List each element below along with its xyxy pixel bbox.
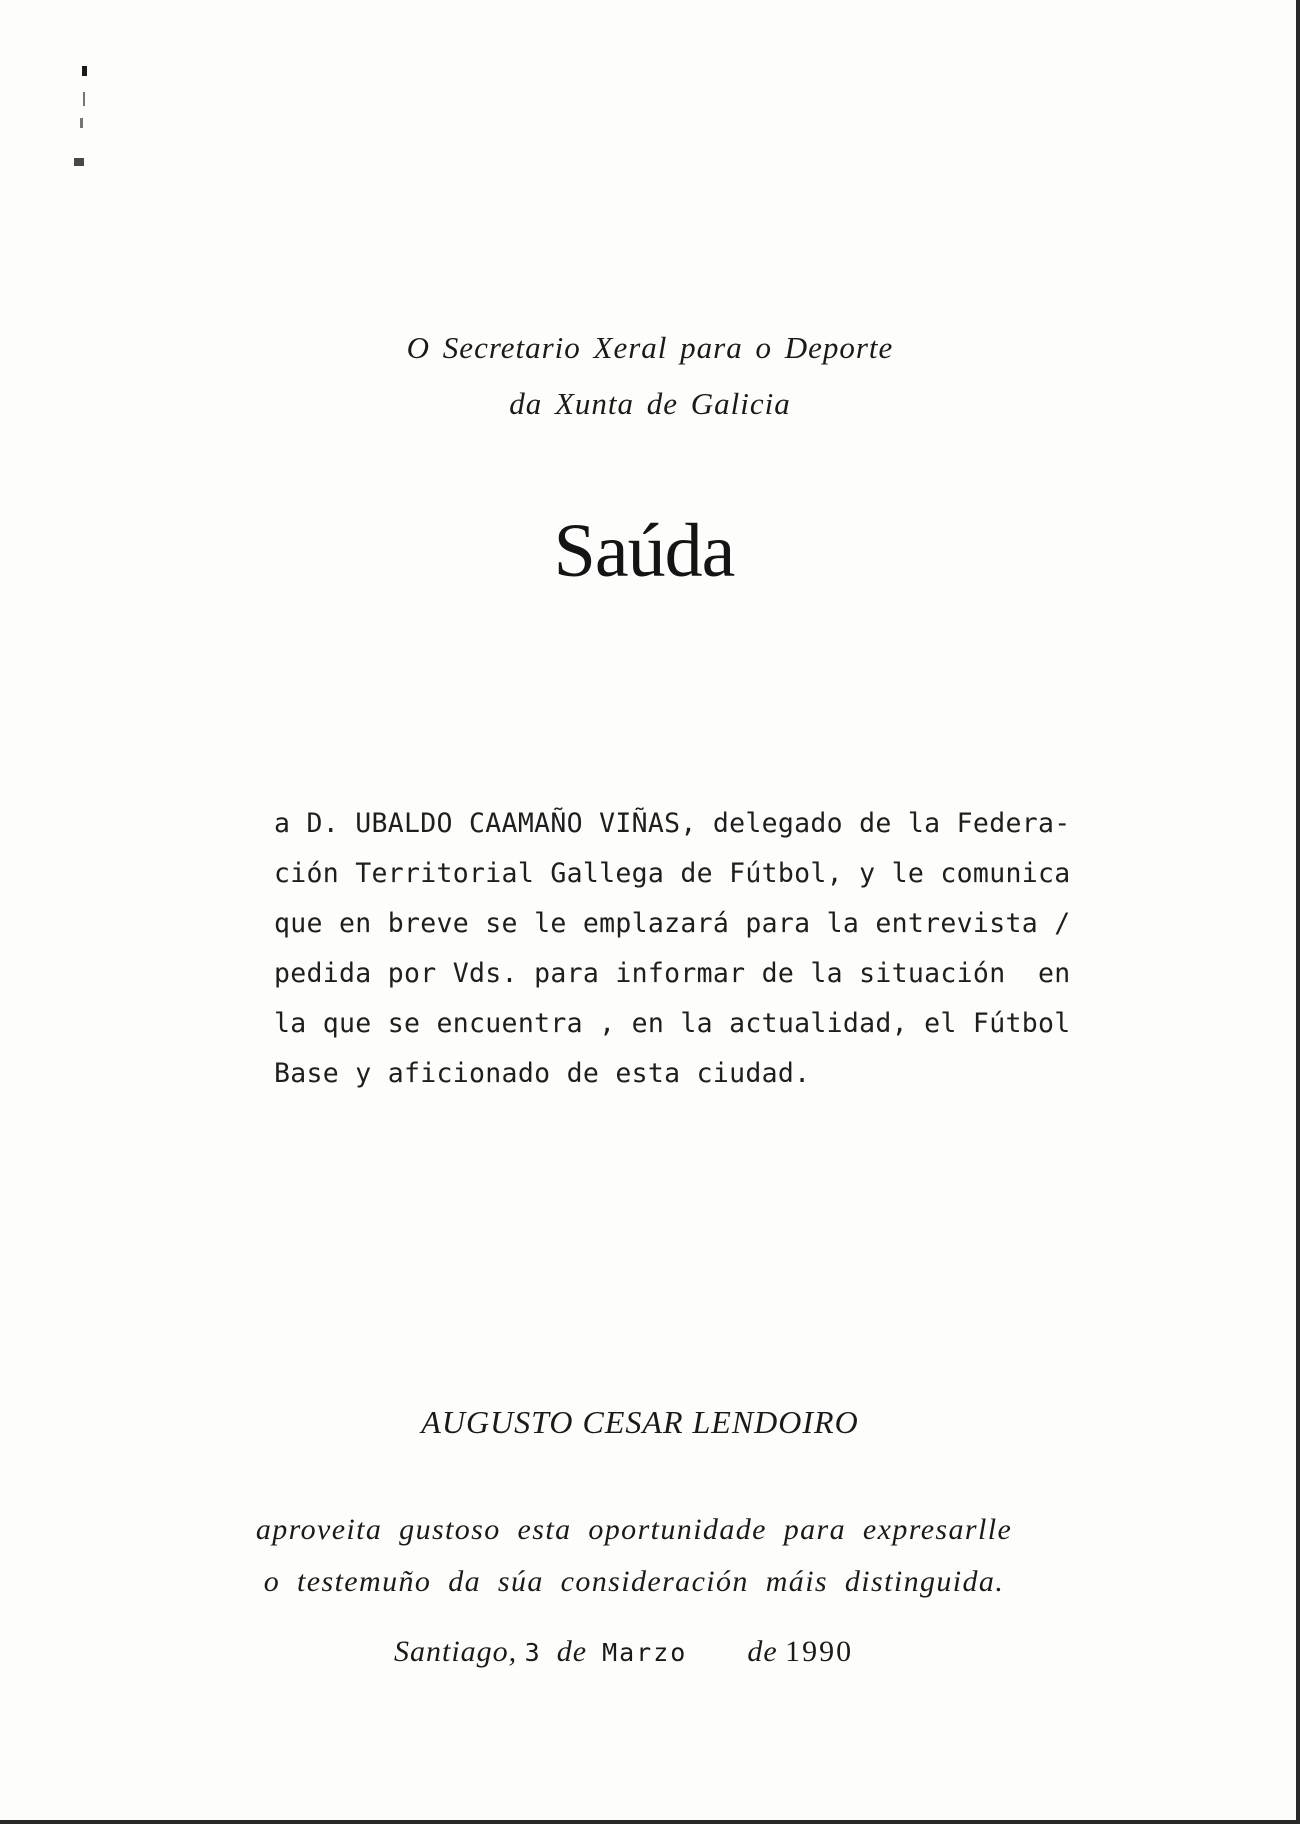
header-line-1: O Secretario Xeral para o Deporte xyxy=(406,330,894,365)
dateline xyxy=(394,1635,853,1669)
document-title: Saúda xyxy=(553,509,735,593)
closing-line-1: aproveita gustoso esta oportunidade para expresarlle xyxy=(255,1513,1013,1546)
body-line: ción Territorial Gallega de Fútbol, y le comunica xyxy=(274,858,1071,889)
body-line: a D. UBALDO CAAMAÑO VIÑAS, delegado de la Federa- xyxy=(274,808,1071,839)
staple-mark xyxy=(83,92,85,106)
closing-line-2: o testemuño da súa consideración máis distinguida. xyxy=(263,1565,1005,1598)
body-line: pedida por Vds. para informar de la situación en xyxy=(274,958,1071,989)
body-line: que en breve se le emplazará para la entrevista / xyxy=(274,908,1071,939)
header-line-2: da Xunta de Galicia xyxy=(509,386,791,421)
date-de: de xyxy=(556,1635,588,1668)
body-line: la que se encuentra , en la actualidad, el Fútbol xyxy=(274,1008,1071,1039)
staple-mark xyxy=(82,66,87,76)
date-place: Santiago, xyxy=(394,1635,518,1668)
staple-mark xyxy=(80,118,83,128)
date-month: Marzo xyxy=(602,1638,688,1667)
signer-name: AUGUSTO CESAR LENDOIRO xyxy=(421,1404,859,1440)
date-day: 3 xyxy=(524,1638,542,1667)
body-line: Base y aficionado de esta ciudad. xyxy=(274,1058,811,1089)
date-year: 1990 xyxy=(785,1635,854,1668)
staple-mark xyxy=(74,158,84,166)
date-de: de xyxy=(747,1635,778,1668)
